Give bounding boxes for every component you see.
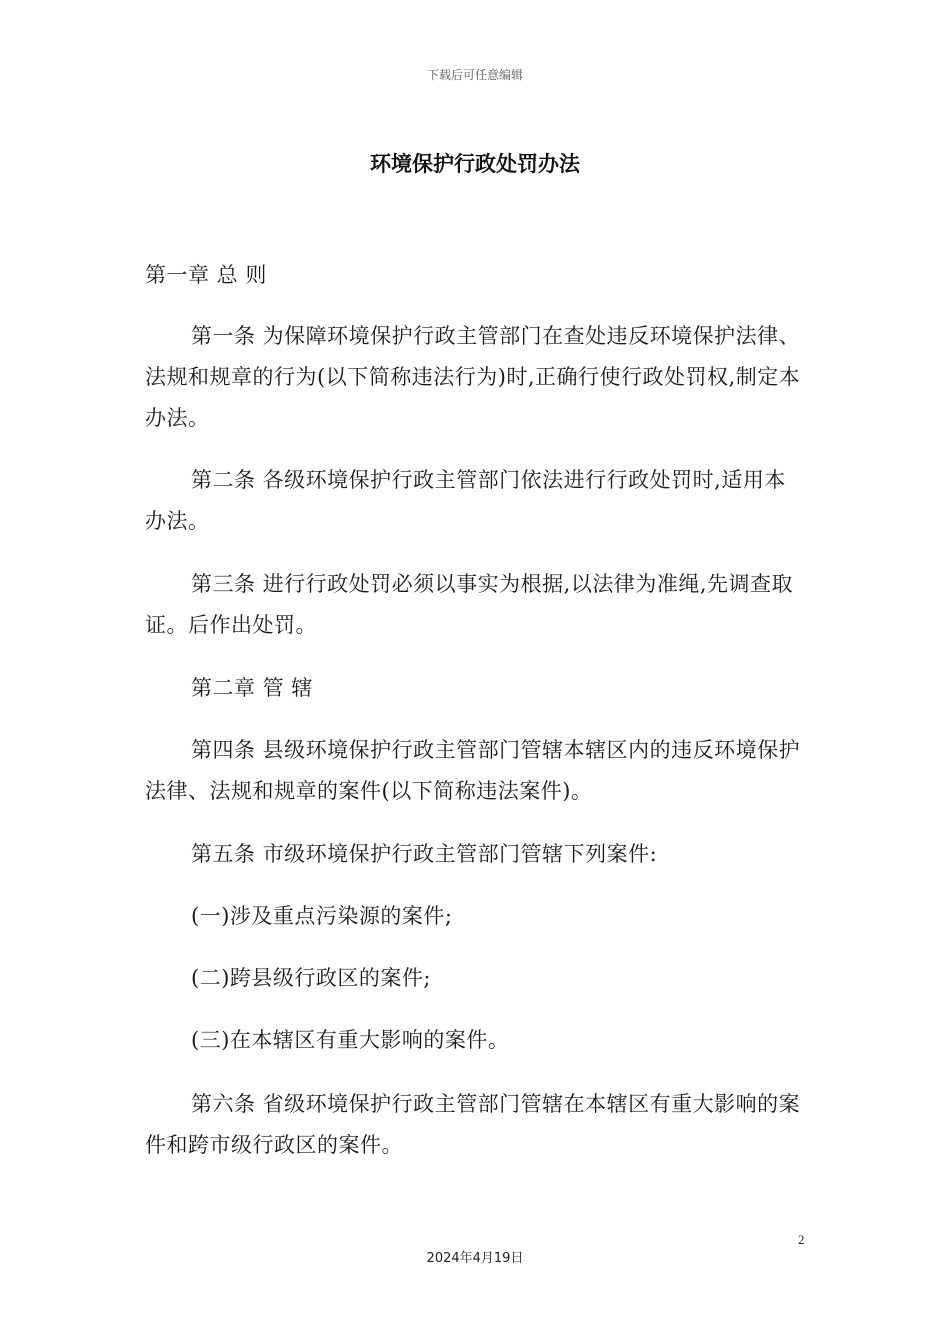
article-2: 第二条 各级环境保护行政主管部门依法进行行政处罚时,适用本办法。 xyxy=(145,468,786,533)
list-item-3: (三)在本辖区有重大影响的案件。 xyxy=(191,1028,510,1052)
chapter-heading-1: 第一章 总 则 xyxy=(145,263,267,287)
article-4: 第四条 县级环境保护行政主管部门管辖本辖区内的违反环境保护法律、法规和规章的案件(以下简称违法案件)。 xyxy=(145,738,801,803)
chapter-heading-2: 第二章 管 辖 xyxy=(191,676,313,700)
article-6: 第六条 省级环境保护行政主管部门管辖在本辖区有重大影响的案件和跨市级行政区的案件。 xyxy=(145,1092,801,1157)
article-3: 第三条 进行行政处罚必须以事实为根据,以法律为准绳,先调查取证。后作出处罚。 xyxy=(145,572,794,637)
page-number: 2 xyxy=(798,1232,805,1247)
list-item-1: (一)涉及重点污染源的案件; xyxy=(191,904,453,928)
footer-date: 2024年4月19日 xyxy=(426,1251,524,1266)
document-title: 环境保护行政处罚办法 xyxy=(370,152,580,176)
list-item-2: (二)跨县级行政区的案件; xyxy=(191,966,431,990)
article-5: 第五条 市级环境保护行政主管部门管辖下列案件: xyxy=(191,842,658,866)
header-note: 下载后可任意编辑 xyxy=(426,68,523,82)
article-1: 第一条 为保障环境保护行政主管部门在查处违反环境保护法律、法规和规章的行为(以下简称违法行为)时,正确行使行政处罚权,制定本办法。 xyxy=(145,324,801,430)
